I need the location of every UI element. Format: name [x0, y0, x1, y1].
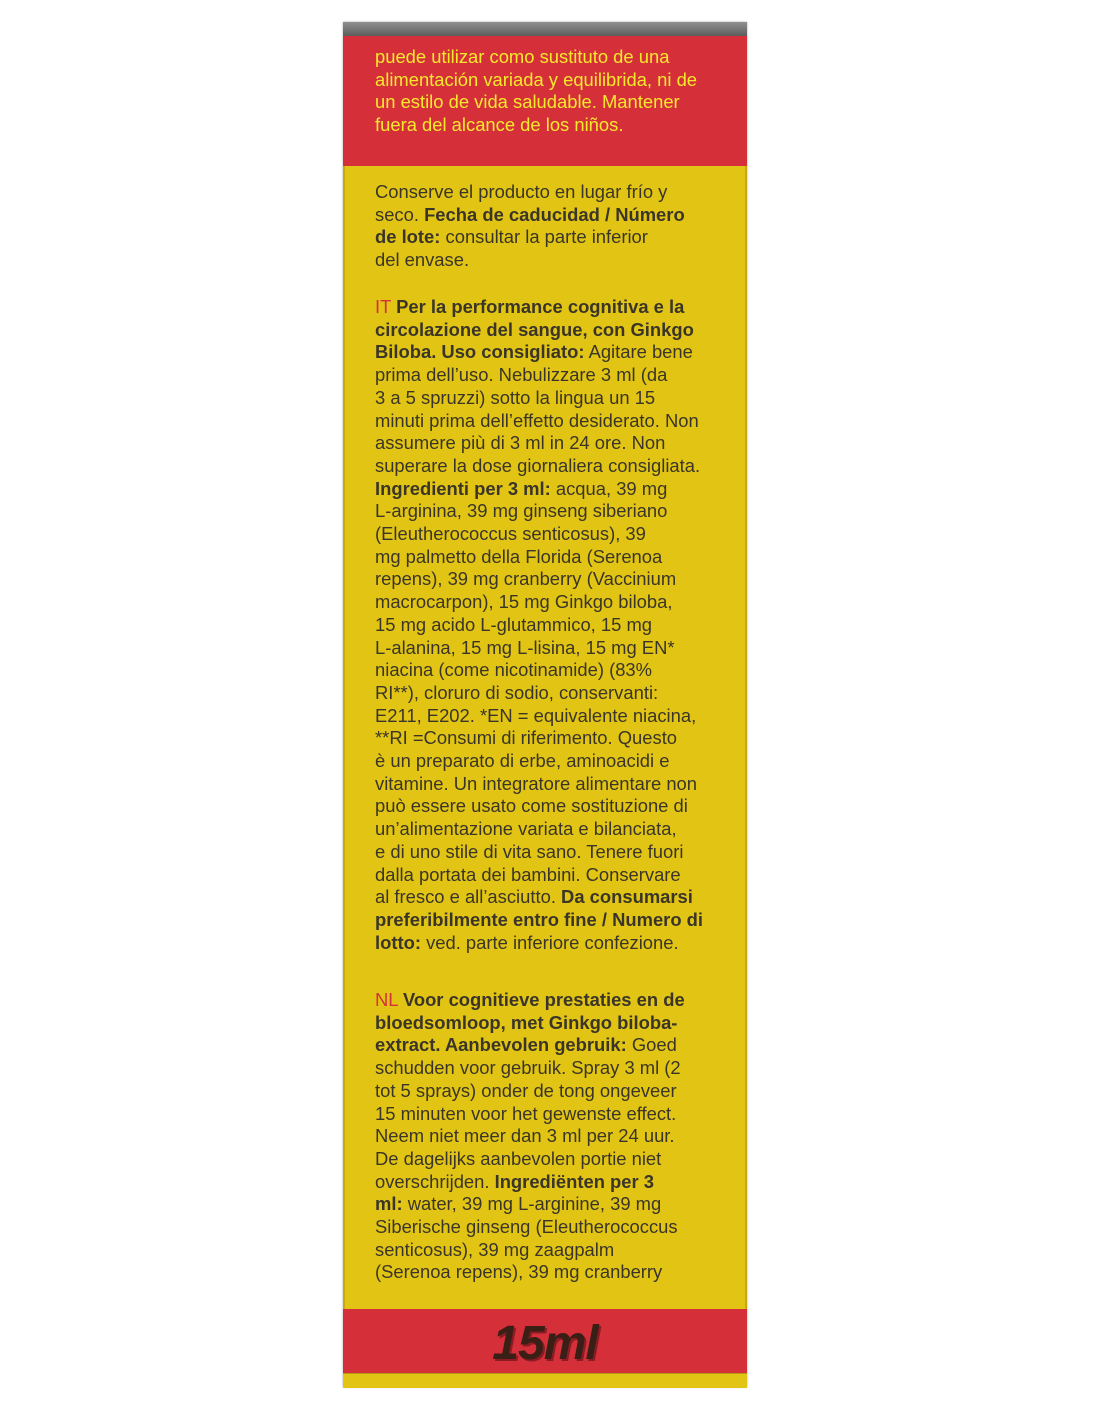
- text-run: dalla portata dei bambini. Conservare: [375, 863, 681, 885]
- dutch-line: [375, 1261, 745, 1284]
- text-run: del envase.: [375, 249, 470, 271]
- dutch-line: [375, 1125, 745, 1148]
- italian-line: [375, 500, 745, 523]
- text-run: L-alanina, 15 mg L-lisina, 15 mg EN*: [375, 636, 675, 658]
- text-run: minuti prima dell’effetto desiderato. Non: [375, 409, 699, 431]
- text-run: RI**), cloruro di sodio, conservanti:: [375, 681, 659, 703]
- box-right-edge: [745, 36, 747, 1367]
- text-run: può essere usato come sostituzione di: [375, 795, 688, 817]
- storage-line: [375, 249, 745, 272]
- italian-line: [375, 546, 745, 569]
- text-run: Neem niet meer dan 3 ml per 24 uur.: [375, 1125, 675, 1147]
- text-run: Goed: [626, 1034, 677, 1056]
- italian-line: [375, 773, 745, 796]
- text-run: e di uno stile di vita sano. Tenere fuori: [375, 840, 684, 862]
- italian-line: [375, 818, 745, 841]
- text-run: acqua, 39 mg: [550, 477, 668, 499]
- italian-line: [375, 410, 745, 433]
- italian-line: [375, 909, 745, 932]
- text-run: senticosus), 39 mg zaagpalm: [375, 1238, 615, 1260]
- language-code: NL: [375, 989, 403, 1010]
- text-run: tot 5 sprays) onder de tong ongeveer: [375, 1079, 677, 1101]
- text-run: mg palmetto della Florida (Serenoa: [375, 545, 663, 567]
- italian-line: [375, 864, 745, 887]
- storage-line: [375, 226, 745, 249]
- language-code: IT: [375, 296, 397, 317]
- box-bottom-flap: [343, 1373, 747, 1388]
- bold-text: Fecha de caducidad / Número: [424, 203, 685, 225]
- warning-line: puede utilizar como sustituto de una: [375, 46, 670, 67]
- text-run: al fresco e all’asciutto.: [375, 886, 562, 908]
- italian-line: [375, 591, 745, 614]
- text-run: Siberische ginseng (Eleutherococcus: [375, 1216, 678, 1238]
- italian-section: [375, 296, 745, 954]
- bold-text: lotto:: [375, 931, 421, 953]
- text-run: Conserve el producto en lugar frío y: [375, 181, 668, 202]
- italian-line: [375, 705, 745, 728]
- text-run: E211, E202. *EN = equivalente niacina,: [375, 704, 697, 726]
- italian-line: [375, 364, 745, 387]
- text-run: è un preparato di erbe, aminoacidi e: [375, 750, 670, 772]
- italian-line: [375, 455, 745, 478]
- italian-line: [375, 568, 745, 591]
- text-run: (Serenoa repens), 39 mg cranberry: [375, 1261, 663, 1283]
- dutch-line: [375, 1057, 745, 1080]
- text-run: niacina (come nicotinamide) (83%: [375, 659, 653, 681]
- italian-line: [375, 659, 745, 682]
- italian-line: [375, 750, 745, 773]
- text-run: vitamine. Un integratore alimentare non: [375, 772, 698, 794]
- text-run: un’alimentazione variata e bilanciata,: [375, 818, 677, 840]
- italian-line: [375, 319, 745, 342]
- italian-line: [375, 795, 745, 818]
- dutch-line: [375, 1171, 745, 1194]
- storage-line: [375, 204, 745, 227]
- text-run: (Eleutherococcus senticosus), 39: [375, 523, 646, 545]
- italian-line: [375, 432, 745, 455]
- bold-text: bloedsomloop, met Ginkgo biloba-: [375, 1011, 678, 1033]
- italian-line: [375, 478, 745, 501]
- text-run: repens), 39 mg cranberry (Vaccinium: [375, 568, 677, 590]
- italian-line: [375, 523, 745, 546]
- italian-line: [375, 727, 745, 750]
- bold-text: Per la performance cognitiva e la: [396, 296, 685, 317]
- box-left-edge: [343, 36, 345, 1367]
- storage-line: [375, 181, 745, 204]
- text-run: overschrijden.: [375, 1170, 495, 1192]
- text-run: water, 39 mg L-arginine, 39 mg: [402, 1193, 662, 1215]
- warning-line: un estilo de vida saludable. Mantener: [375, 91, 680, 113]
- warning-line: alimentación variada y equilibrida, ni de: [375, 68, 698, 90]
- text-run: schudden voor gebruik. Spray 3 ml (2: [375, 1057, 681, 1079]
- dutch-line: [375, 1216, 745, 1239]
- bold-text: Da consumarsi: [561, 886, 693, 908]
- dutch-line: [375, 1034, 745, 1057]
- italian-line: [375, 932, 745, 955]
- dutch-line: [375, 1103, 745, 1126]
- bold-text: preferibilmente entro fine / Numero di: [375, 908, 704, 930]
- dutch-line: [375, 1012, 745, 1035]
- product-box-side-panel: [343, 22, 747, 1387]
- text-run: consultar la parte inferior: [440, 226, 648, 248]
- bold-text: Ingredienti per 3 ml:: [375, 477, 551, 499]
- italian-line: [375, 637, 745, 660]
- italian-line: [375, 387, 745, 410]
- text-run: Agitare bene: [584, 341, 693, 363]
- text-run: assumere più di 3 ml in 24 ore. Non: [375, 432, 666, 454]
- bold-text: de lote:: [375, 226, 441, 248]
- bold-text: ml:: [375, 1193, 403, 1215]
- warning-line: fuera del alcance de los niños.: [375, 114, 624, 136]
- italian-line: [375, 886, 745, 909]
- text-run: seco.: [375, 203, 425, 225]
- italian-line: [375, 296, 745, 319]
- dutch-line: [375, 1239, 745, 1262]
- dutch-line: [375, 1193, 745, 1216]
- warning-text: [375, 46, 745, 137]
- dutch-line: [375, 1148, 745, 1171]
- dutch-line: [375, 1080, 745, 1103]
- bold-text: circolazione del sangue, con Ginkgo: [375, 318, 694, 340]
- italian-line: [375, 841, 745, 864]
- italian-line: [375, 614, 745, 637]
- text-run: **RI =Consumi di riferimento. Questo: [375, 727, 678, 749]
- text-run: superare la dose giornaliera consigliata.: [375, 454, 701, 476]
- text-run: macrocarpon), 15 mg Ginkgo biloba,: [375, 591, 673, 613]
- dutch-line: [375, 989, 745, 1012]
- italian-line: [375, 682, 745, 705]
- text-run: 15 mg acido L-glutammico, 15 mg: [375, 613, 653, 635]
- storage-instructions: [375, 181, 745, 272]
- dutch-section: [375, 989, 745, 1284]
- bold-text: Voor cognitieve prestaties en de: [402, 989, 685, 1010]
- text-run: ved. parte inferiore confezione.: [420, 931, 679, 953]
- text-run: prima dell’uso. Nebulizzare 3 ml (da: [375, 364, 668, 386]
- bold-text: extract. Aanbevolen gebruik:: [375, 1034, 627, 1056]
- text-run: L-arginina, 39 mg ginseng siberiano: [375, 500, 668, 522]
- italian-line: [375, 341, 745, 364]
- text-run: 15 minuten voor het gewenste effect.: [375, 1102, 677, 1124]
- text-run: De dagelijks aanbevolen portie niet: [375, 1147, 662, 1169]
- volume-label: 15ml: [492, 1317, 598, 1370]
- text-run: 3 a 5 spruzzi) sotto la lingua un 15: [375, 386, 656, 408]
- bold-text: Ingrediënten per 3: [494, 1170, 655, 1192]
- box-top-flap: [343, 22, 747, 36]
- bold-text: Biloba. Uso consigliato:: [375, 341, 585, 363]
